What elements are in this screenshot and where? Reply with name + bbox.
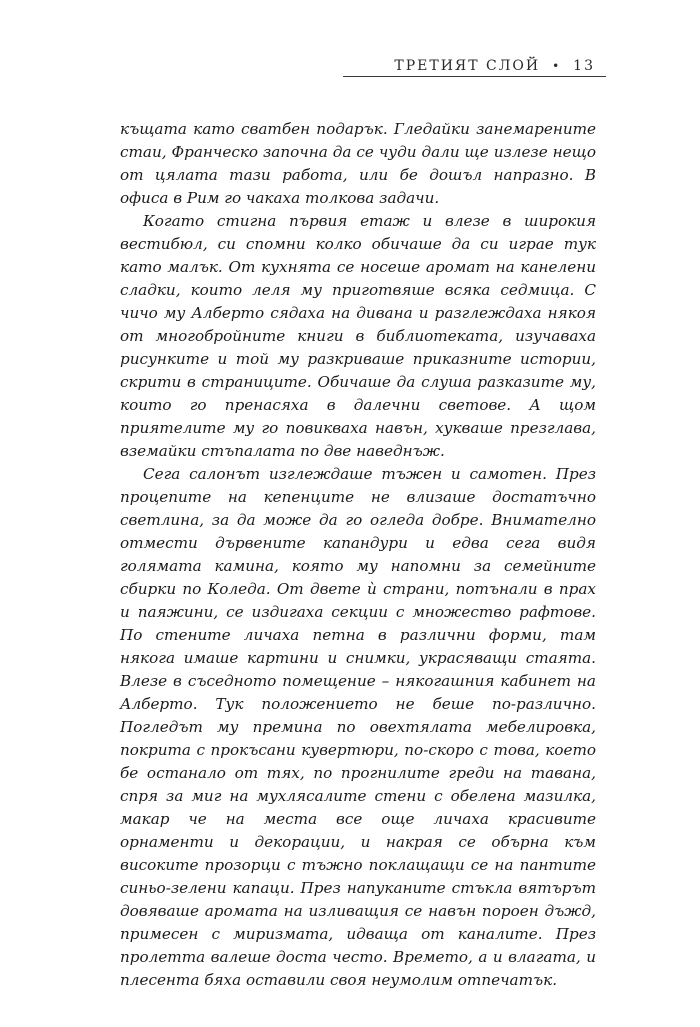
paragraph-2: Когато стигна първия етаж и влезе в широкия вестибюл, си спомни колко обичаше да си играе тук като малък. От кухнята се носеше аромат на канелени сладки, които леля му приготвяше всяка седмица. С чичо му Алберто сядаха на дивана и разглеждаха някоя от многобройните книги в библиотеката, изучаваха рисунките и той му разкриваше приказните истории, скрити в страниците. Обичаше да слуша разказите му, които го пренасяха в далечни светове. А щом приятелите му го повикваха навън, хукваше презглава, вземайки стъпалата по две наведнъж.: [120, 212, 596, 460]
page-number: 13: [573, 58, 595, 74]
header-rule: [343, 76, 606, 77]
running-header: [394, 58, 595, 74]
running-title: ТРЕТИЯТ СЛОЙ: [394, 58, 541, 74]
paragraph-3: Сега салонът изглеждаше тъжен и самотен. През процепите на кепенците не влизаше достатъчно светлина, за да може да го огледа добре. Внимателно отмести дървените капандури и едва сега видя голямата камина, която му напомни за семейните сбирки по Коледа. От двете ѝ страни, потънали в прах и паяжини, се издигаха секции с множество рафтове. По стените личаха петна в различни форми, там някога имаше картини и снимки, украсяващи стаята. Влезе в съседното помещение – някогашния кабинет на Алберто. Тук положението не беше по-различно. Погледът му премина по овехтялата мебелировка, покрита с прокъсани кувертюри, по-скоро с това, което бе останало от тях, по прогнилите греди на тавана, спря за миг на мухлясалите стени с обелена мазилка, макар че на места все още личаха красивите орнаменти и декорации, и накрая се обърна към високите прозорци с тъжно поклащащи се на пантите синьо-зелени капаци. През напуканите стъкла вятърът довяваше аромата на изливащия се навън пороен дъжд, примесен с миризмата, идваща от каналите. През пролетта валеше доста често. Времето, а и влагата, и плесента бяха оставили своя неумолим отпечатък.: [120, 465, 596, 989]
page-body: [120, 118, 596, 992]
header-separator: •: [552, 59, 562, 73]
paragraph-1: къщата като сватбен подарък. Гледайки занемарените стаи, Франческо започна да се чуди дали ще излезе нещо от цялата тази работа, или бе дошъл напразно. В офиса в Рим го чакаха толкова задачи.: [120, 120, 596, 207]
